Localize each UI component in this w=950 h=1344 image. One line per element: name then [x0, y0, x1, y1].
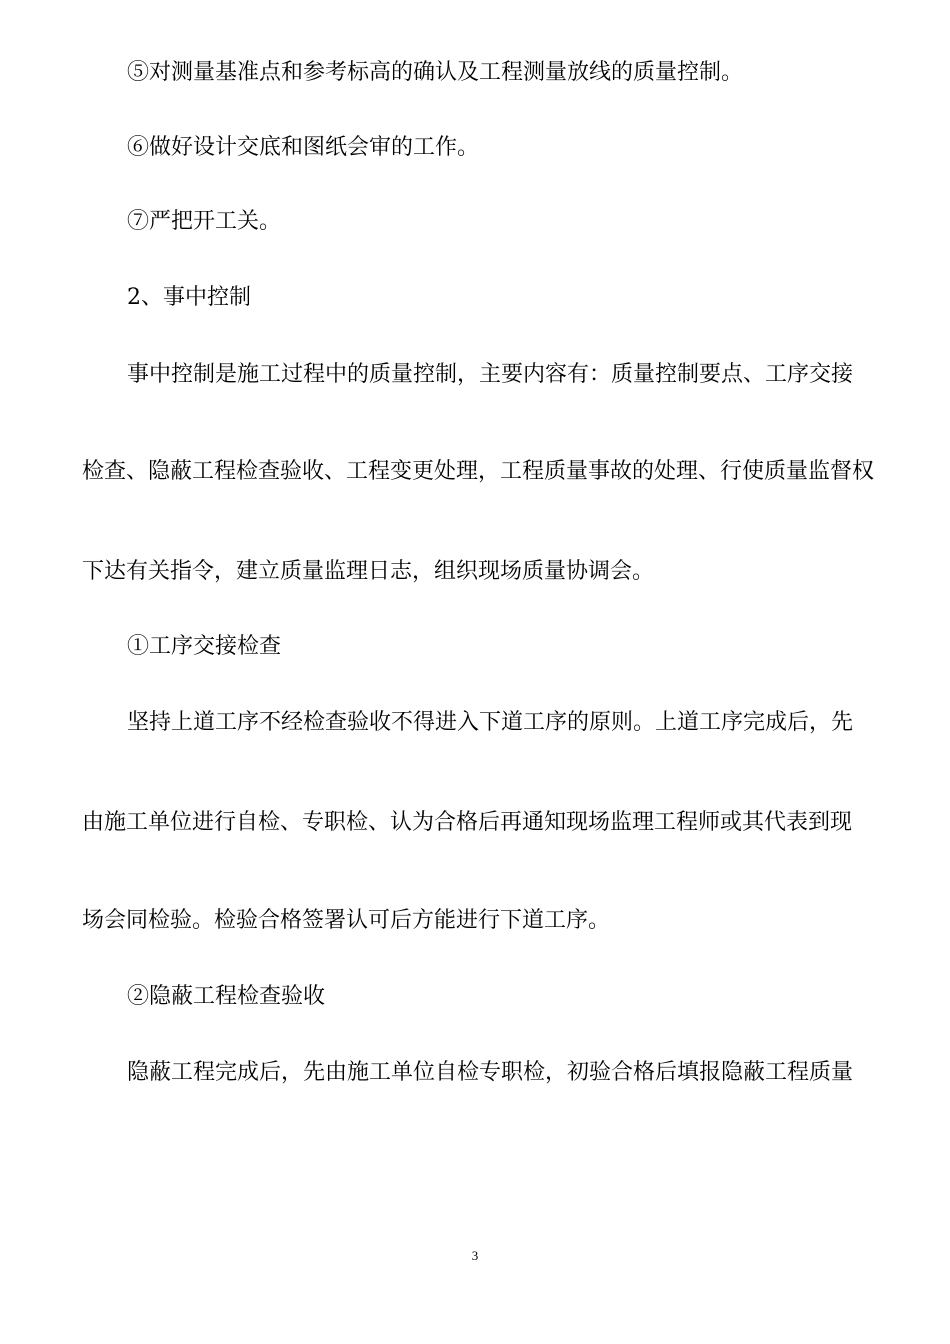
paragraph-2-line-2: 由施工单位进行自检、专职检、认为合格后再通知现场监理工程师或其代表到现 — [82, 810, 853, 835]
item-7-text: ⑦严把开工关。 — [127, 209, 282, 234]
paragraph-2-line-1: 坚持上道工序不经检查验收不得进入下道工序的原则。上道工序完成后，先 — [127, 710, 854, 735]
subheading-2: ②隐蔽工程检查验收 — [127, 984, 326, 1009]
paragraph-3-line-1: 隐蔽工程完成后，先由施工单位自检专职检，初验合格后填报隐蔽工程质量 — [127, 1060, 854, 1085]
section-heading-2: 2、事中控制 — [127, 285, 251, 310]
paragraph-2-line-3: 场会同检验。检验合格签署认可后方能进行下道工序。 — [82, 908, 611, 933]
item-5-text: ⑤对测量基准点和参考标高的确认及工程测量放线的质量控制。 — [127, 60, 744, 85]
paragraph-1-line-1: 事中控制是施工过程中的质量控制，主要内容有：质量控制要点、工序交接 — [127, 362, 854, 387]
item-6-text: ⑥做好设计交底和图纸会审的工作。 — [127, 135, 480, 160]
paragraph-1-line-3: 下达有关指令，建立质量监理日志，组织现场质量协调会。 — [82, 559, 655, 584]
page-number: 3 — [471, 1248, 479, 1263]
paragraph-1-line-2: 检查、隐蔽工程检查验收、工程变更处理，工程质量事故的处理、行使质量监督权 — [82, 459, 875, 484]
subheading-1: ①工序交接检查 — [127, 634, 282, 659]
